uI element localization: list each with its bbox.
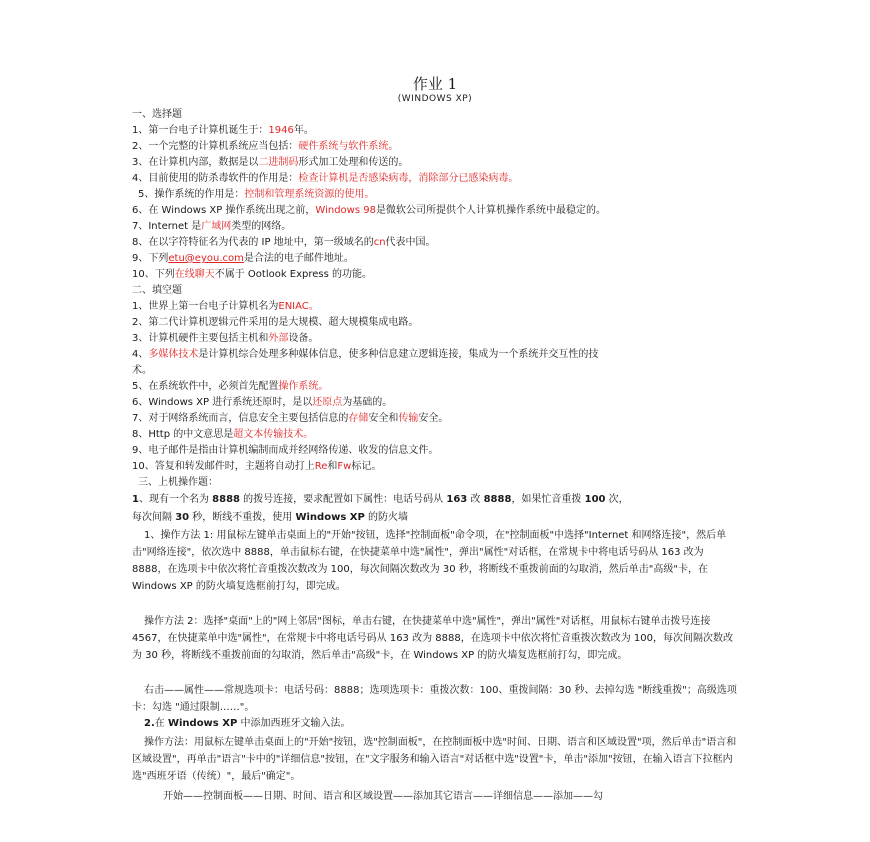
section-heading: 二、填空题 [132,285,182,296]
question-line: 5、在系统软件中，必须首先配置操作系统。 [132,381,329,392]
section-heading: 三、上机操作题： [138,477,218,488]
task-line: 2.在 Windows XP 中添加西班牙文输入法。 [144,718,351,729]
question-line: 9、下列etu@eyou.com是合法的电子邮件地址。 [132,253,354,264]
question-line: 8、Http 的中文意思是超文本传输技术。 [132,429,314,440]
question-line: 4、目前使用的防杀毒软件的作用是：检查计算机是否感染病毒，消除部分已感染病毒。 [132,173,519,184]
question-line: 10、下列在线聊天不属于 Ootlook Express 的功能。 [132,269,373,280]
method-paragraph: 1、操作方法 1: 用鼠标左键单击桌面上的"开始"按钮，选择"控制面板"命令项，在"控制面板"中选择"Internet 和网络连接"，然后单击"网络连接"，依次选中 8888，单击鼠标右键，在快捷菜单中选"属性"，弹出"属性"对话框，在常规卡中将电话号码从 163 改为 8888，在选项卡中依次将忙音重拨次数改为 100，每次间隔次数改为 30 秒，将断线不重拨前面的勾取消，然后单击"高级"卡，在 Windows XP 的防火墙复选框前打勾，即完成。 [132,530,727,592]
question-line: 7、Internet 是广域网类型的网络。 [132,221,292,232]
question-line: 6、在 Windows XP 操作系统出现之前，Windows 98是微软公司所提供个人计算机操作系统中最稳定的。 [132,205,606,216]
task-line: 每次间隔 30 秒，断线不重拨，使用 Windows XP 的防火墙 [132,512,408,523]
question-line-cont: 术。 [132,365,152,376]
question-line: 4、多媒体技术是计算机综合处理多种媒体信息，使多种信息建立逻辑连接，集成为一个系统并交互性的技 [132,349,599,360]
question-line: 3、在计算机内部，数据是以二进制码形式加工处理和传送的。 [132,157,409,168]
question-line: 1、世界上第一台电子计算机名为ENIAC。 [132,301,319,312]
page-title: 作业 1 [412,75,458,93]
question-line: 6、Windows XP 进行系统还原时，是以还原点为基础的。 [132,397,393,408]
page-subtitle: (WINDOWS XP) [397,94,473,104]
email-link[interactable]: etu@eyou.com [168,253,244,264]
question-line: 7、对于网络系统而言，信息安全主要包括信息的存储安全和传输安全。 [132,413,449,424]
question-line: 2、第二代计算机逻辑元件采用的是大规模、超大规模集成电路。 [132,317,419,328]
question-line: 2、一个完整的计算机系统应当包括：硬件系统与软件系统。 [132,141,399,152]
method-paragraph: 操作方法 2：选择"桌面"上的"网上邻居"图标，单击右键，在快捷菜单中选"属性"，弹出"属性"对话框，用鼠标右键单击拨号连接 4567，在快捷菜单中选"属性"，在常规卡中将电话号码从 163 改为 8888，在选项卡中依次将忙音重拨次数改为 100，每次间隔次数改为 30 秒，将断线不重拨前面的勾取消，然后单击"高级"卡，在 Windows XP 的防火墙复选框前打勾，即完成。 [132,616,733,661]
question-line: 1、第一台电子计算机诞生于：1946年。 [132,125,314,136]
summary-paragraph: 右击——属性——常规选项卡：电话号码：8888；选项选项卡：重拨次数：100、重拨间隔：30 秒、去掉勾选 "断线重拨"；高级选项卡：勾选 "通过限制……"。 [132,685,737,713]
task-line: 1、现有一个名为 8888 的拨号连接，要求配置如下属性：电话号码从 163 改 8888，如果忙音重拨 100 次， [132,494,629,505]
question-line: 5、操作系统的作用是：控制和管理系统资源的使用。 [138,189,375,200]
summary-line: 开始——控制面板——日期、时间、语言和区域设置——添加其它语言——详细信息——添加——勾 [163,791,603,802]
question-line: 8、在以字符特征名为代表的 IP 地址中，第一级域名的cn代表中国。 [132,237,436,248]
section-heading: 一、选择题 [132,109,182,120]
question-line: 10、答复和转发邮件时，主题将自动打上Re和Fw标记。 [132,461,382,472]
method-paragraph: 操作方法：用鼠标左键单击桌面上的"开始"按钮，选"控制面板"，在控制面板中选"时间、日期、语言和区域设置"项，然后单击"语言和区域设置"，再单击"语言"卡中的"详细信息"按钮，在"文字服务和输入语言"对话框中选"设置"卡，单击"添加"按钮，在输入语言下拉框内选"西班牙语（传统）"，最后"确定"。 [132,737,737,782]
question-line: 9、电子邮件是指由计算机编制而成并经网络传递、收发的信息文件。 [132,445,439,456]
question-line: 3、计算机硬件主要包括主机和外部设备。 [132,333,319,344]
